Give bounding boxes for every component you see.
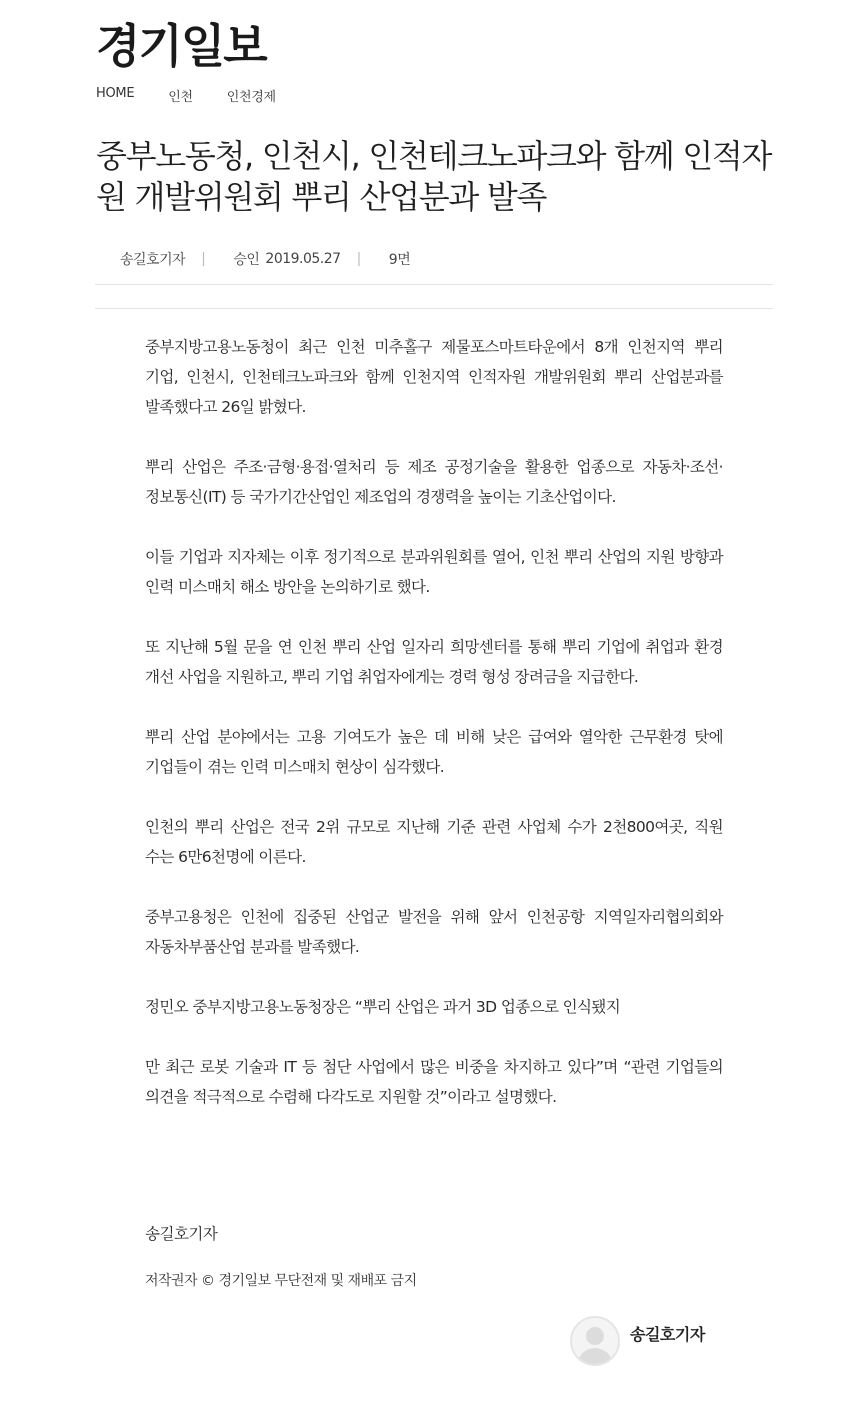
article-paragraph: 뿌리 산업은 주조·금형·용접·열처리 등 제조 공정기술을 활용한 업종으로 자동차·조선·정보통신(IT) 등 국가기간산업인 제조업의 경쟁력을 높이는 기초산업이다. <box>145 458 723 506</box>
body-divider <box>95 308 773 309</box>
avatar-shoulders-shape <box>577 1348 613 1366</box>
meta-approved-date: 2019.05.27 <box>265 251 341 267</box>
article-paragraph: 중부지방고용노동청이 최근 인천 미추홀구 제물포스마트타운에서 8개 인천지역 뿌리 기업, 인천시, 인천테크노파크와 함께 인천지역 인적자원 개발위원회 뿌리 산업분과를 발족했다고 26일 밝혔다. <box>145 338 723 416</box>
user-avatar-icon[interactable] <box>570 1316 620 1366</box>
site-header <box>96 18 266 74</box>
article-paragraph: 또 지난해 5월 문을 연 인천 뿌리 산업 일자리 희망센터를 통해 뿌리 기업에 취업과 환경 개선 사업을 지원하고, 뿌리 기업 취업자에게는 경력 형성 장려금을 지급한다. <box>145 638 723 686</box>
meta-divider: | <box>201 251 206 267</box>
site-logo[interactable]: 경기일보 <box>96 19 266 73</box>
article-meta <box>120 249 410 269</box>
article-title: 중부노동청, 인천시, 인천테크노파크와 함께 인적자원 개발위원회 뿌리 산업분과 발족 <box>96 137 772 216</box>
author-name[interactable]: 송길호기자 <box>630 1325 705 1344</box>
nav-item-home[interactable]: HOME <box>96 86 135 101</box>
article-paragraph: 뿌리 산업 분야에서는 고용 기여도가 높은 데 비해 낮은 급여와 열악한 근무환경 탓에 기업들이 겪는 인력 미스매치 현상이 심각했다. <box>145 728 723 776</box>
copyright-notice: 저작권자 © 경기일보 무단전재 및 재배포 금지 <box>145 1273 417 1289</box>
article-paragraph: 정민오 중부지방고용노동청장은 “뿌리 산업은 과거 3D 업종으로 인식됐지 <box>145 998 621 1016</box>
nav-item-incheon[interactable]: 인천 <box>168 90 193 105</box>
article-paragraph: 인천의 뿌리 산업은 전국 2위 규모로 지난해 기준 관련 사업체 수가 2천800여곳, 직원 수는 6만6천명에 이른다. <box>145 818 723 866</box>
article-paragraph: 중부고용청은 인천에 집중된 산업군 발전을 위해 앞서 인천공항 지역일자리협의회와 자동차부품산업 분과를 발족했다. <box>145 908 723 956</box>
meta-page: 9면 <box>388 252 411 268</box>
header-divider <box>95 284 773 285</box>
meta-divider: | <box>356 251 361 267</box>
article-paragraph: 만 최근 로봇 기술과 IT 등 첨단 사업에서 많은 비중을 차지하고 있다”며 “관련 기업들의 의견을 적극적으로 수렴해 다각도로 지원할 것”이라고 설명했다. <box>145 1058 723 1106</box>
breadcrumb-nav <box>96 86 310 105</box>
author-box[interactable] <box>570 1316 705 1366</box>
avatar-head-shape <box>586 1327 604 1345</box>
nav-item-incheon-economy[interactable]: 인천경제 <box>226 90 276 105</box>
meta-reporter: 송길호기자 <box>120 252 186 268</box>
article-paragraph: 이들 기업과 지자체는 이후 정기적으로 분과위원회를 열어, 인천 뿌리 산업의 지원 방향과 인력 미스매치 해소 방안을 논의하기로 했다. <box>145 548 723 596</box>
article-body <box>145 332 723 1112</box>
article-byline: 송길호기자 <box>145 1225 218 1243</box>
meta-approved-label: 승인 <box>233 252 260 268</box>
